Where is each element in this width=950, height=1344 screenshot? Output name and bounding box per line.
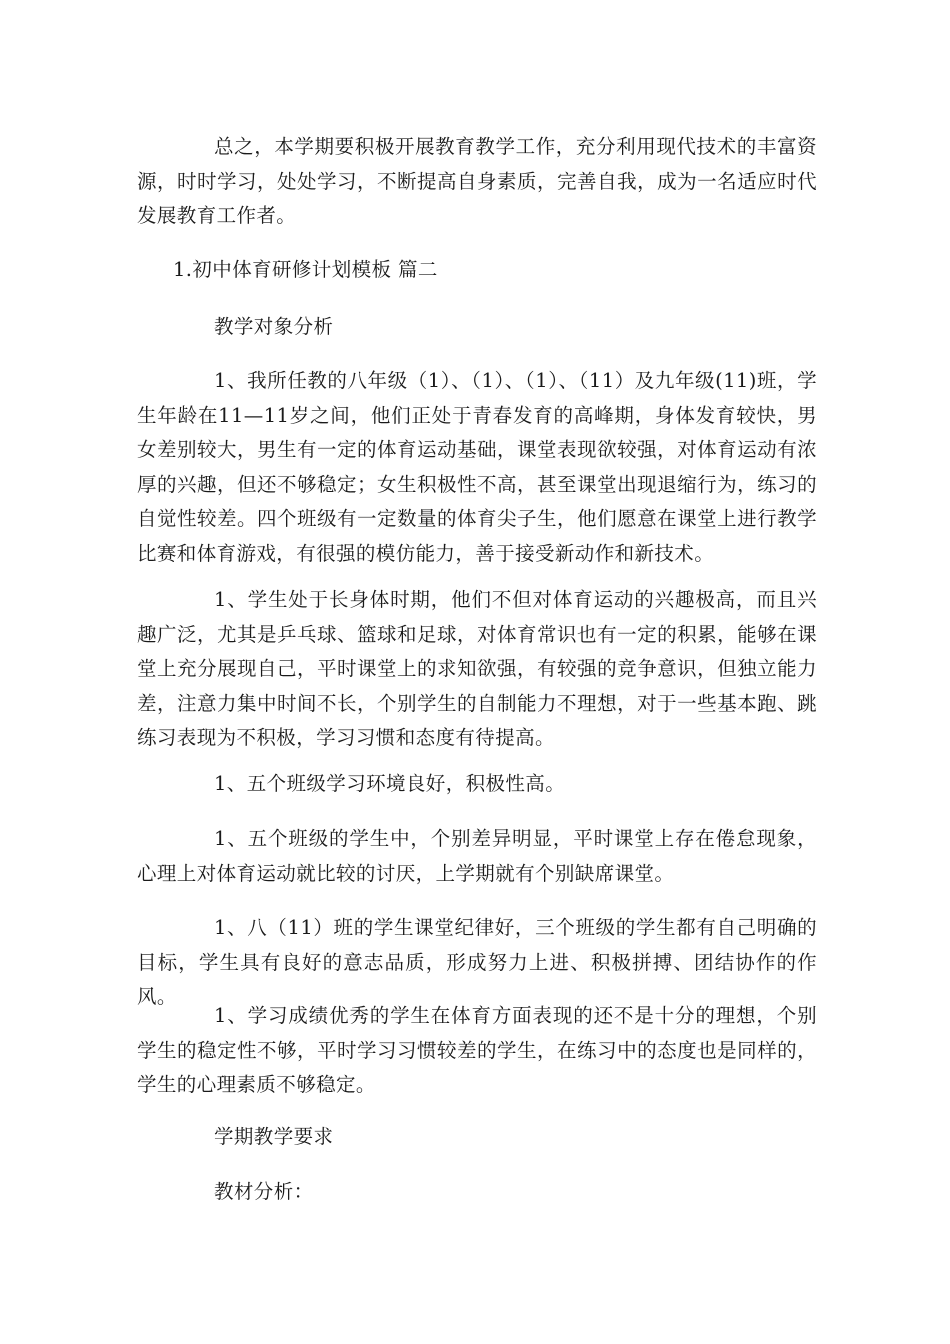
subheading-term-requirements: 学期教学要求 (214, 1125, 334, 1148)
paragraph-conclusion: 总之，本学期要积极开展教育教学工作，充分利用现代技术的丰富资源，时时学习，处处学习，不断提高自身素质，完善自我，成为一名适应时代发展教育工作者。 (137, 135, 817, 228)
paragraph-class-discipline: 1、八（11）班的学生课堂纪律好，三个班级的学生都有自己明确的目标，学生具有良好的意志品质，形成努力上进、积极拼搏、团结协作的作风。 (137, 916, 817, 1009)
paragraph-psychological-quality: 1、学习成绩优秀的学生在体育方面表现的还不是十分的理想，个别学生的稳定性不够，平时学习习惯较差的学生，在练习中的态度也是同样的，学生的心理素质不够稳定。 (137, 1004, 817, 1097)
subheading-student-analysis: 教学对象分析 (214, 315, 334, 338)
paragraph-learning-environment: 1、五个班级学习环境良好，积极性高。 (214, 772, 566, 795)
paragraph-student-traits: 1、学生处于长身体时期，他们不但对体育运动的兴趣极高，而且兴趣广泛，尤其是乒乓球、篮球和足球，对体育常识也有一定的积累，能够在课堂上充分展现自己，平时课堂上的求知欲强，有较强的竞争意识，但独立能力差，注意力集中时间不长，个别学生的自制能力不理想，对于一些基本跑、跳练习表现为不积极，学习习惯和态度有待提高。 (137, 588, 817, 750)
paragraph-student-overview: 1、我所任教的八年级（1）、（1）、（1）、（11）及九年级(11)班，学生年龄在11—11岁之间，他们正处于青春发育的高峰期，身体发育较快，男女差别较大，男生有一定的体育运动基础，课堂表现欲较强，对体育运动有浓厚的兴趣，但还不够稳定；女生积极性不高，甚至课堂出现退缩行为，练习的自觉性较差。四个班级有一定数量的体育尖子生，他们愿意在课堂上进行教学比赛和体育游戏，有很强的模仿能力，善于接受新动作和新技术。 (137, 369, 817, 565)
paragraph-individual-differences: 1、五个班级的学生中，个别差异明显，平时课堂上存在倦怠现象，心理上对体育运动就比较的讨厌，上学期就有个别缺席课堂。 (137, 827, 817, 885)
section-heading: 1.初中体育研修计划模板 篇二 (173, 258, 438, 281)
subheading-textbook-analysis: 教材分析： (214, 1180, 314, 1203)
